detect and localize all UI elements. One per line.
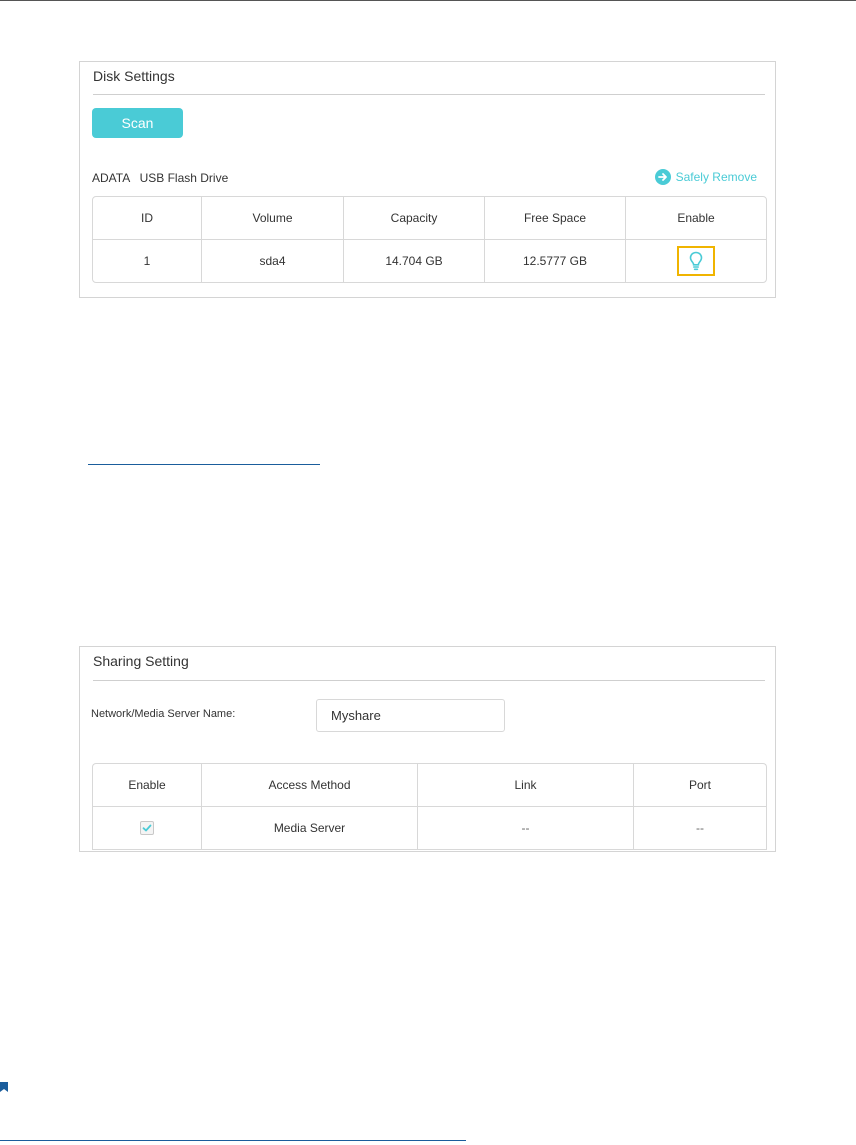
table-row — [93, 806, 766, 850]
safely-remove-link[interactable] — [655, 169, 757, 185]
table-header-row — [93, 197, 766, 239]
bookmark-icon — [0, 1082, 8, 1092]
page-top-rule — [0, 0, 856, 1]
server-name-label: Network/Media Server Name: — [91, 708, 236, 720]
scan-button[interactable]: Scan — [92, 108, 183, 138]
safely-remove-label: Safely Remove — [675, 170, 757, 184]
enable-checkbox[interactable] — [140, 821, 154, 835]
access-method-table — [92, 763, 767, 850]
disk-settings-divider — [93, 94, 765, 95]
table-header-row — [93, 764, 766, 806]
link-underline — [88, 464, 320, 465]
col-header-enable: Enable — [625, 197, 766, 239]
lightbulb-icon — [689, 251, 703, 271]
col-header-access-method: Access Method — [201, 764, 417, 806]
disk-settings-title: Disk Settings — [93, 68, 175, 84]
check-icon — [142, 823, 152, 833]
table-row — [93, 239, 766, 282]
device-model: USB Flash Drive — [139, 171, 229, 185]
disk-settings-panel — [79, 61, 776, 298]
sharing-setting-title: Sharing Setting — [93, 653, 189, 669]
cell-volume: sda4 — [201, 240, 343, 282]
col-header-volume: Volume — [201, 197, 343, 239]
enable-toggle[interactable] — [677, 246, 715, 276]
col-header-enable: Enable — [128, 778, 166, 792]
col-header-free-space: Free Space — [484, 197, 625, 239]
col-header-capacity: Capacity — [343, 197, 484, 239]
col-header-link: Link — [417, 764, 633, 806]
server-name-input[interactable]: Myshare — [316, 699, 505, 732]
cell-port: -- — [633, 807, 766, 849]
cell-free-space: 12.5777 GB — [484, 240, 625, 282]
cell-access-method: Media Server — [201, 807, 417, 849]
device-label — [92, 171, 234, 185]
cell-id: 1 — [143, 254, 151, 268]
arrow-right-circle-icon — [655, 169, 671, 185]
sharing-setting-panel — [79, 646, 776, 852]
sharing-setting-divider — [93, 680, 765, 681]
cell-enable — [625, 240, 766, 282]
col-header-port: Port — [633, 764, 766, 806]
cell-enable — [93, 807, 201, 849]
cell-capacity: 14.704 GB — [343, 240, 484, 282]
device-brand: ADATA — [92, 171, 131, 185]
cell-link: -- — [417, 807, 633, 849]
footer-rule — [0, 1140, 466, 1141]
volume-table — [92, 196, 767, 283]
col-header-id: ID — [141, 211, 153, 225]
